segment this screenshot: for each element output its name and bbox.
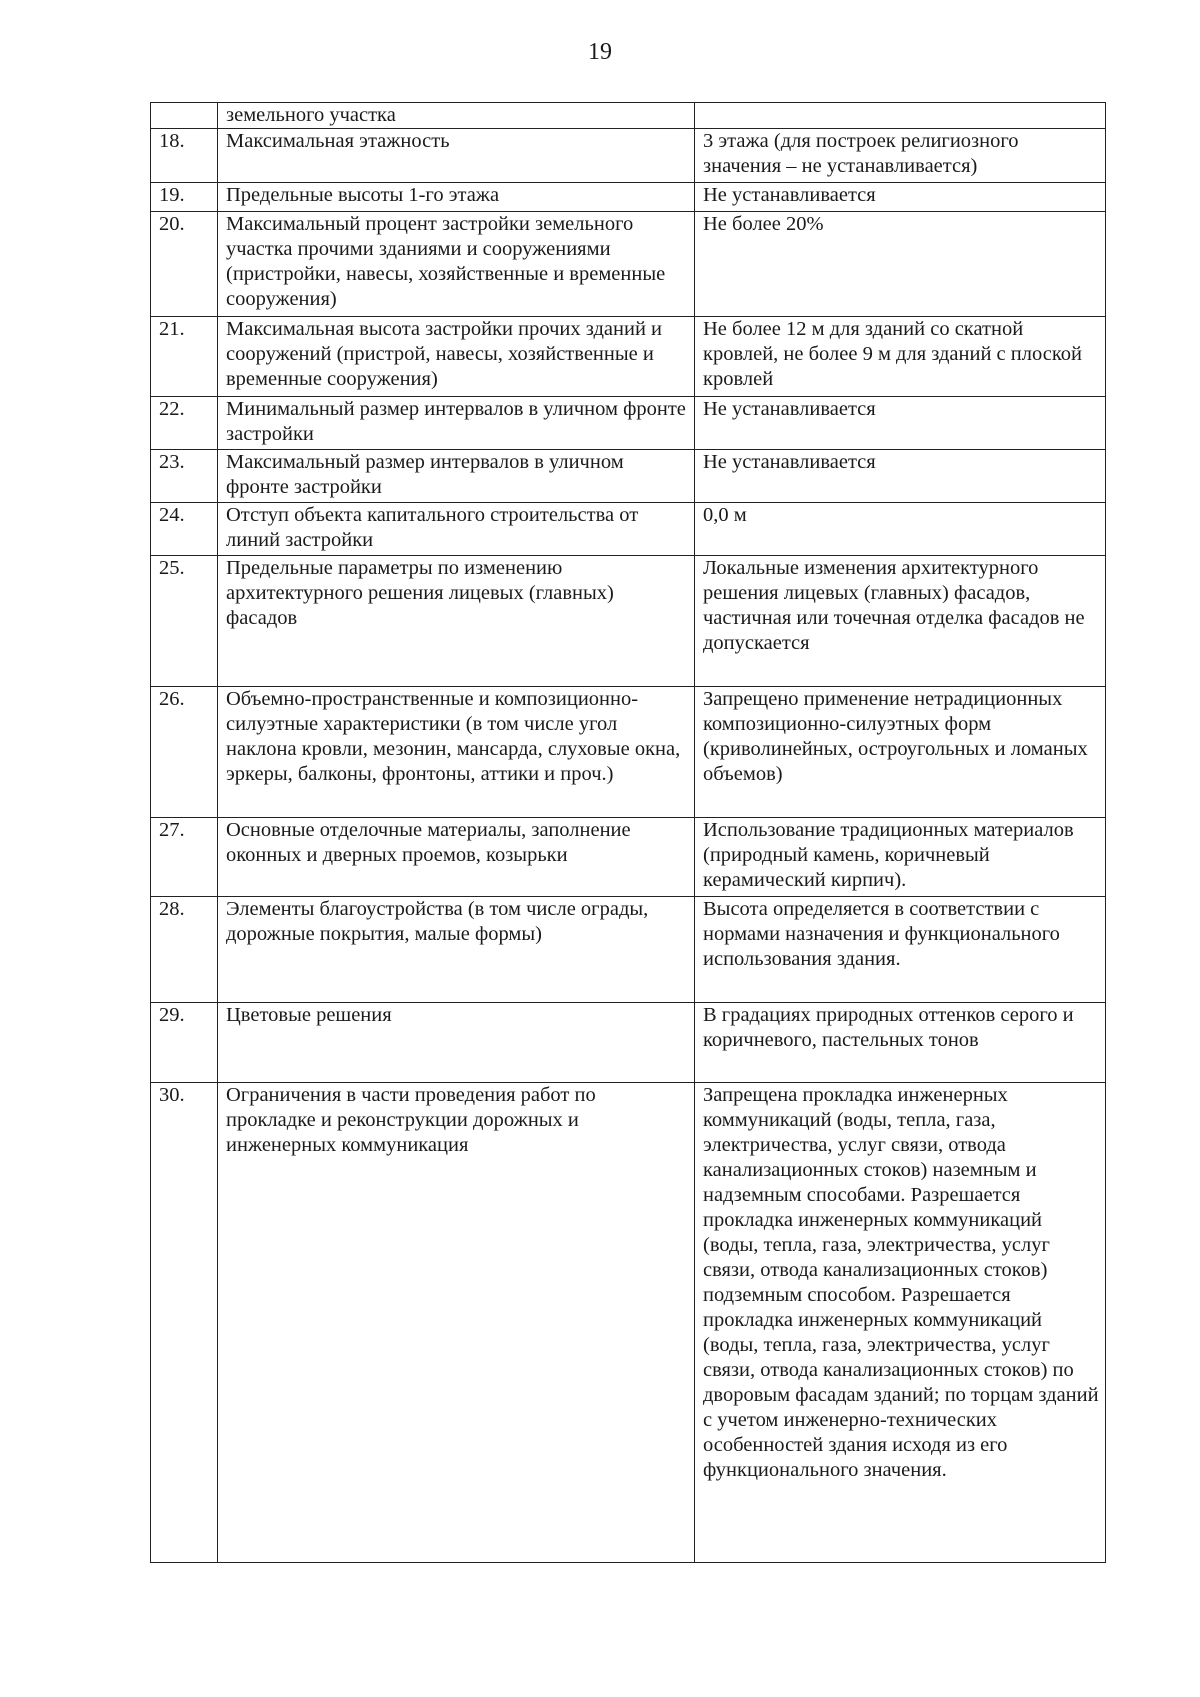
row-number: 24. [151,503,218,556]
parameter-name: Предельные высоты 1-го этажа [218,183,695,212]
table-row [151,897,1106,1003]
parameter-name: земельного участка [218,103,695,129]
row-number: 22. [151,397,218,450]
parameter-name: Предельные параметры по изменению архитектурного решения лицевых (главных) фасадов [218,556,695,687]
parameter-value: Запрещено применение нетрадиционных композиционно-силуэтных форм (криволинейных, остроугольных и ломаных объемов) [695,687,1106,818]
parameter-name: Основные отделочные материалы, заполнение оконных и дверных проемов, козырьки [218,818,695,897]
table-row [151,1083,1106,1563]
parameter-value: Не устанавливается [695,450,1106,503]
parameter-name: Отступ объекта капитального строительства от линий застройки [218,503,695,556]
parameter-value: 0,0 м [695,503,1106,556]
parameter-value: Запрещена прокладка инженерных коммуникаций (воды, тепла, газа, электричества, услуг связи, отвода канализационных стоков) наземным и надземным способами. Разрешается прокладка инженерных коммуникаций (воды, тепла, газа, электричества, услуг связи, отвода канализационных стоков) подземным способом. Разрешается прокладка инженерных коммуникаций (воды, тепла, газа, электричества, услуг связи, отвода канализационных стоков) по дворовым фасадам зданий; по торцам зданий с учетом инженерно-технических особенностей здания исходя из его функционального значения. [695,1083,1106,1563]
row-number: 27. [151,818,218,897]
parameter-name: Максимальный процент застройки земельного участка прочими зданиями и сооружениями (пристройки, навесы, хозяйственные и временные сооружения) [218,212,695,317]
row-number: 30. [151,1083,218,1563]
parameter-value: Использование традиционных материалов (природный камень, коричневый керамический кирпич). [695,818,1106,897]
parameter-name: Элементы благоустройства (в том числе ограды, дорожные покрытия, малые формы) [218,897,695,1003]
table-row [151,818,1106,897]
table-row [151,129,1106,183]
row-number: 26. [151,687,218,818]
parameter-value: Не более 20% [695,212,1106,317]
row-number: 20. [151,212,218,317]
parameter-value: В градациях природных оттенков серого и коричневого, пастельных тонов [695,1003,1106,1083]
row-number: 25. [151,556,218,687]
table-row [151,397,1106,450]
row-number: 21. [151,317,218,397]
row-number: 29. [151,1003,218,1083]
table-row [151,1003,1106,1083]
parameter-value: Высота определяется в соответствии с нормами назначения и функционального использования здания. [695,897,1106,1003]
table-row [151,212,1106,317]
parameter-name: Ограничения в части проведения работ по прокладке и реконструкции дорожных и инженерных коммуникация [218,1083,695,1563]
table-row [151,503,1106,556]
parameter-value: Локальные изменения архитектурного решения лицевых (главных) фасадов, частичная или точечная отделка фасадов не допускается [695,556,1106,687]
parameter-name: Максимальная высота застройки прочих зданий и сооружений (пристрой, навесы, хозяйственные и временные сооружения) [218,317,695,397]
row-number: 18. [151,129,218,183]
parameter-name: Цветовые решения [218,1003,695,1083]
parameter-value: 3 этажа (для построек религиозного значения – не устанавливается) [695,129,1106,183]
parameter-value [695,103,1106,129]
row-number [151,103,218,129]
row-number: 28. [151,897,218,1003]
parameter-name: Максимальный размер интервалов в уличном фронте застройки [218,450,695,503]
table-row [151,556,1106,687]
parameter-value: Не устанавливается [695,183,1106,212]
row-number: 19. [151,183,218,212]
parameter-name: Минимальный размер интервалов в уличном фронте застройки [218,397,695,450]
parameter-name: Максимальная этажность [218,129,695,183]
table-row [151,687,1106,818]
row-number: 23. [151,450,218,503]
page-number: 19 [588,39,612,65]
parameter-name: Объемно-пространственные и композиционно-силуэтные характеристики (в том числе угол наклона кровли, мезонин, мансарда, слуховые окна, эркеры, балконы, фронтоны, аттики и проч.) [218,687,695,818]
table-row [151,450,1106,503]
parameter-value: Не устанавливается [695,397,1106,450]
parameter-value: Не более 12 м для зданий со скатной кровлей, не более 9 м для зданий с плоской кровлей [695,317,1106,397]
parameters-table [150,102,1106,1563]
table-row [151,317,1106,397]
table-row [151,183,1106,212]
table-row [151,103,1106,129]
